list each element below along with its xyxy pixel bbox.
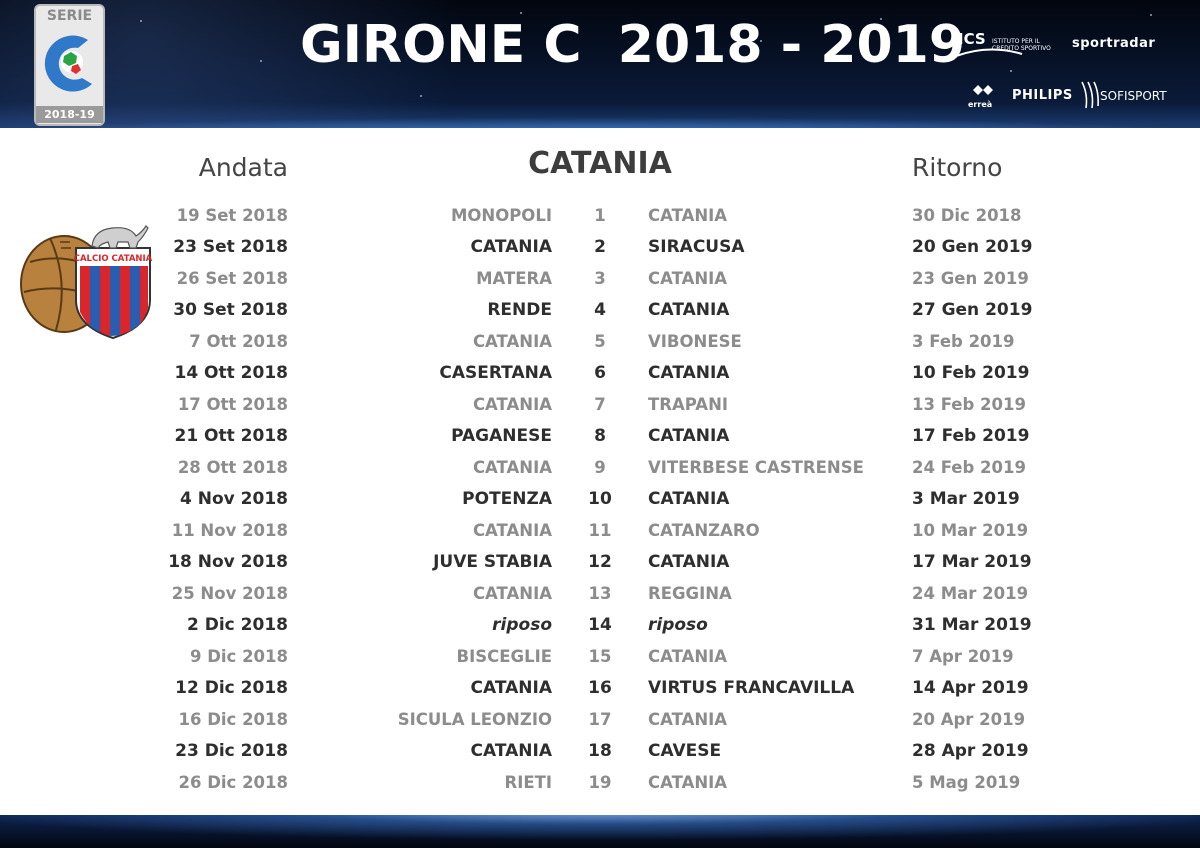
fixture-row [0,358,1200,390]
away-team: CATANIA [648,710,728,729]
away-team: CATANIA [648,269,728,288]
round-number: 16 [588,677,612,698]
fixture-row [0,767,1200,799]
home-team: CATANIA [472,521,552,540]
ritorno-date: 3 Mar 2019 [912,488,1020,509]
fixture-row [0,515,1200,547]
fixture-row [0,641,1200,673]
serie-logo-season: 2018-19 [36,106,103,123]
fixture-row [0,452,1200,484]
andata-date: 16 Dic 2018 [178,710,288,729]
fixture-row [0,704,1200,736]
andata-date: 21 Ott 2018 [174,425,288,446]
away-team: CATANIA [648,551,730,572]
fixture-row [0,295,1200,327]
away-team: CATANIA [648,425,730,446]
andata-date: 26 Set 2018 [176,269,288,288]
ritorno-date: 17 Mar 2019 [912,551,1032,572]
away-team: CATANZARO [648,521,760,540]
andata-date: 9 Dic 2018 [189,647,288,666]
andata-date: 23 Set 2018 [173,236,288,257]
header-banner [0,0,1200,128]
home-team: POTENZA [462,488,552,509]
ritorno-date: 20 Gen 2019 [912,236,1033,257]
fixture-row [0,547,1200,579]
ritorno-date: 14 Apr 2019 [912,677,1029,698]
home-team: BISCEGLIE [456,647,552,666]
round-number: 7 [594,395,606,414]
home-team: SICULA LEONZIO [397,710,552,729]
home-team: RIETI [504,773,552,792]
round-number: 12 [588,551,612,572]
home-team: CASERTANA [439,362,552,383]
home-team: MONOPOLI [450,206,552,225]
round-number: 8 [594,425,606,446]
away-team: riposo [648,614,708,635]
away-team: VIRTUS FRANCAVILLA [648,677,855,698]
home-team: RENDE [487,299,552,320]
home-team: CATANIA [470,740,552,761]
round-number: 15 [588,647,612,666]
andata-date: 26 Dic 2018 [178,773,288,792]
andata-date: 14 Ott 2018 [174,362,288,383]
fixture-row [0,673,1200,705]
round-number: 4 [594,299,606,320]
andata-date: 25 Nov 2018 [171,584,288,603]
ritorno-date: 17 Feb 2019 [912,425,1030,446]
fixture-row [0,389,1200,421]
ritorno-date: 10 Mar 2019 [912,521,1029,540]
ritorno-date: 30 Dic 2018 [912,206,1022,225]
home-team: JUVE STABIA [433,551,552,572]
page-title: GIRONE C 2018 - 2019 [300,15,966,75]
sponsor-sportradar: sportradar [1072,36,1156,51]
ritorno-date: 5 Mag 2019 [912,773,1021,792]
andata-date: 4 Nov 2018 [180,488,288,509]
serie-c-emblem-icon [36,26,103,106]
footer-banner [0,815,1200,848]
home-team: CATANIA [472,332,552,351]
round-number: 14 [588,614,612,635]
sponsor-ics-subtitle: ISTITUTO PER IL CREDITO SPORTIVO [992,38,1051,52]
ritorno-date: 28 Apr 2019 [912,740,1029,761]
away-team: CATANIA [648,647,728,666]
fixture-row [0,484,1200,516]
away-team: CATANIA [648,362,730,383]
ritorno-date: 13 Feb 2019 [912,395,1026,414]
errea-diamond-icon [970,82,996,98]
round-number: 5 [594,332,606,351]
andata-date: 23 Dic 2018 [175,740,288,761]
away-team: CAVESE [648,740,722,761]
sponsor-ics: ICS [958,30,986,48]
round-number: 2 [594,236,606,257]
home-team: CATANIA [470,677,552,698]
round-number: 10 [588,488,612,509]
home-team: CATANIA [470,236,552,257]
andata-heading: Andata [198,153,288,182]
andata-date: 12 Dic 2018 [175,677,288,698]
andata-date: 11 Nov 2018 [171,521,288,540]
home-team: CATANIA [472,458,552,477]
fixture-row [0,232,1200,264]
sponsor-sofisport: SOFISPORT [1100,89,1167,103]
ritorno-date: 7 Apr 2019 [912,647,1014,666]
home-team: CATANIA [472,395,552,414]
ritorno-date: 10 Feb 2019 [912,362,1030,383]
ritorno-date: 20 Apr 2019 [912,710,1026,729]
away-team: CATANIA [648,206,728,225]
fixture-row [0,421,1200,453]
home-team: PAGANESE [451,425,552,446]
away-team: CATANIA [648,299,730,320]
fixture-row [0,610,1200,642]
sofisport-mark-icon [1080,80,1100,110]
andata-date: 2 Dic 2018 [187,614,288,635]
away-team: VIBONESE [648,332,742,351]
round-number: 13 [588,584,612,603]
ritorno-date: 23 Gen 2019 [912,269,1029,288]
ritorno-date: 3 Feb 2019 [912,332,1015,351]
away-team: VITERBESE CASTRENSE [648,458,864,477]
away-team: REGGINA [648,584,732,603]
ritorno-date: 24 Mar 2019 [912,584,1029,603]
home-team: riposo [492,614,552,635]
ritorno-date: 24 Feb 2019 [912,458,1026,477]
round-number: 17 [588,710,612,729]
ritorno-date: 27 Gen 2019 [912,299,1033,320]
round-number: 3 [594,269,606,288]
fixture-row [0,326,1200,358]
ics-swoosh-icon [954,46,1024,60]
ritorno-date: 31 Mar 2019 [912,614,1032,635]
serie-c-logo [34,4,105,126]
round-number: 1 [594,206,606,225]
andata-date: 30 Set 2018 [173,299,288,320]
round-number: 18 [588,740,612,761]
andata-date: 19 Set 2018 [176,206,288,225]
away-team: CATANIA [648,773,728,792]
home-team: MATERA [476,269,552,288]
team-heading: CATANIA [528,146,672,181]
sponsor-philips: PHILIPS [1012,88,1073,103]
fixture-row [0,200,1200,232]
round-number: 11 [588,521,612,540]
fixture-row [0,578,1200,610]
fixture-row [0,736,1200,768]
crest-text: CALCIO CATANIA [73,254,153,264]
andata-date: 7 Ott 2018 [189,332,288,351]
round-number: 6 [594,362,606,383]
home-team: CATANIA [472,584,552,603]
round-number: 9 [594,458,606,477]
serie-logo-text: SERIE [46,8,93,24]
away-team: CATANIA [648,488,730,509]
away-team: TRAPANI [648,395,729,414]
away-team: SIRACUSA [648,236,745,257]
ritorno-heading: Ritorno [912,153,1003,182]
round-number: 19 [588,773,612,792]
andata-date: 18 Nov 2018 [168,551,288,572]
andata-date: 28 Ott 2018 [177,458,288,477]
andata-date: 17 Ott 2018 [177,395,288,414]
sponsor-errea: erreà [968,100,993,109]
fixture-row [0,263,1200,295]
